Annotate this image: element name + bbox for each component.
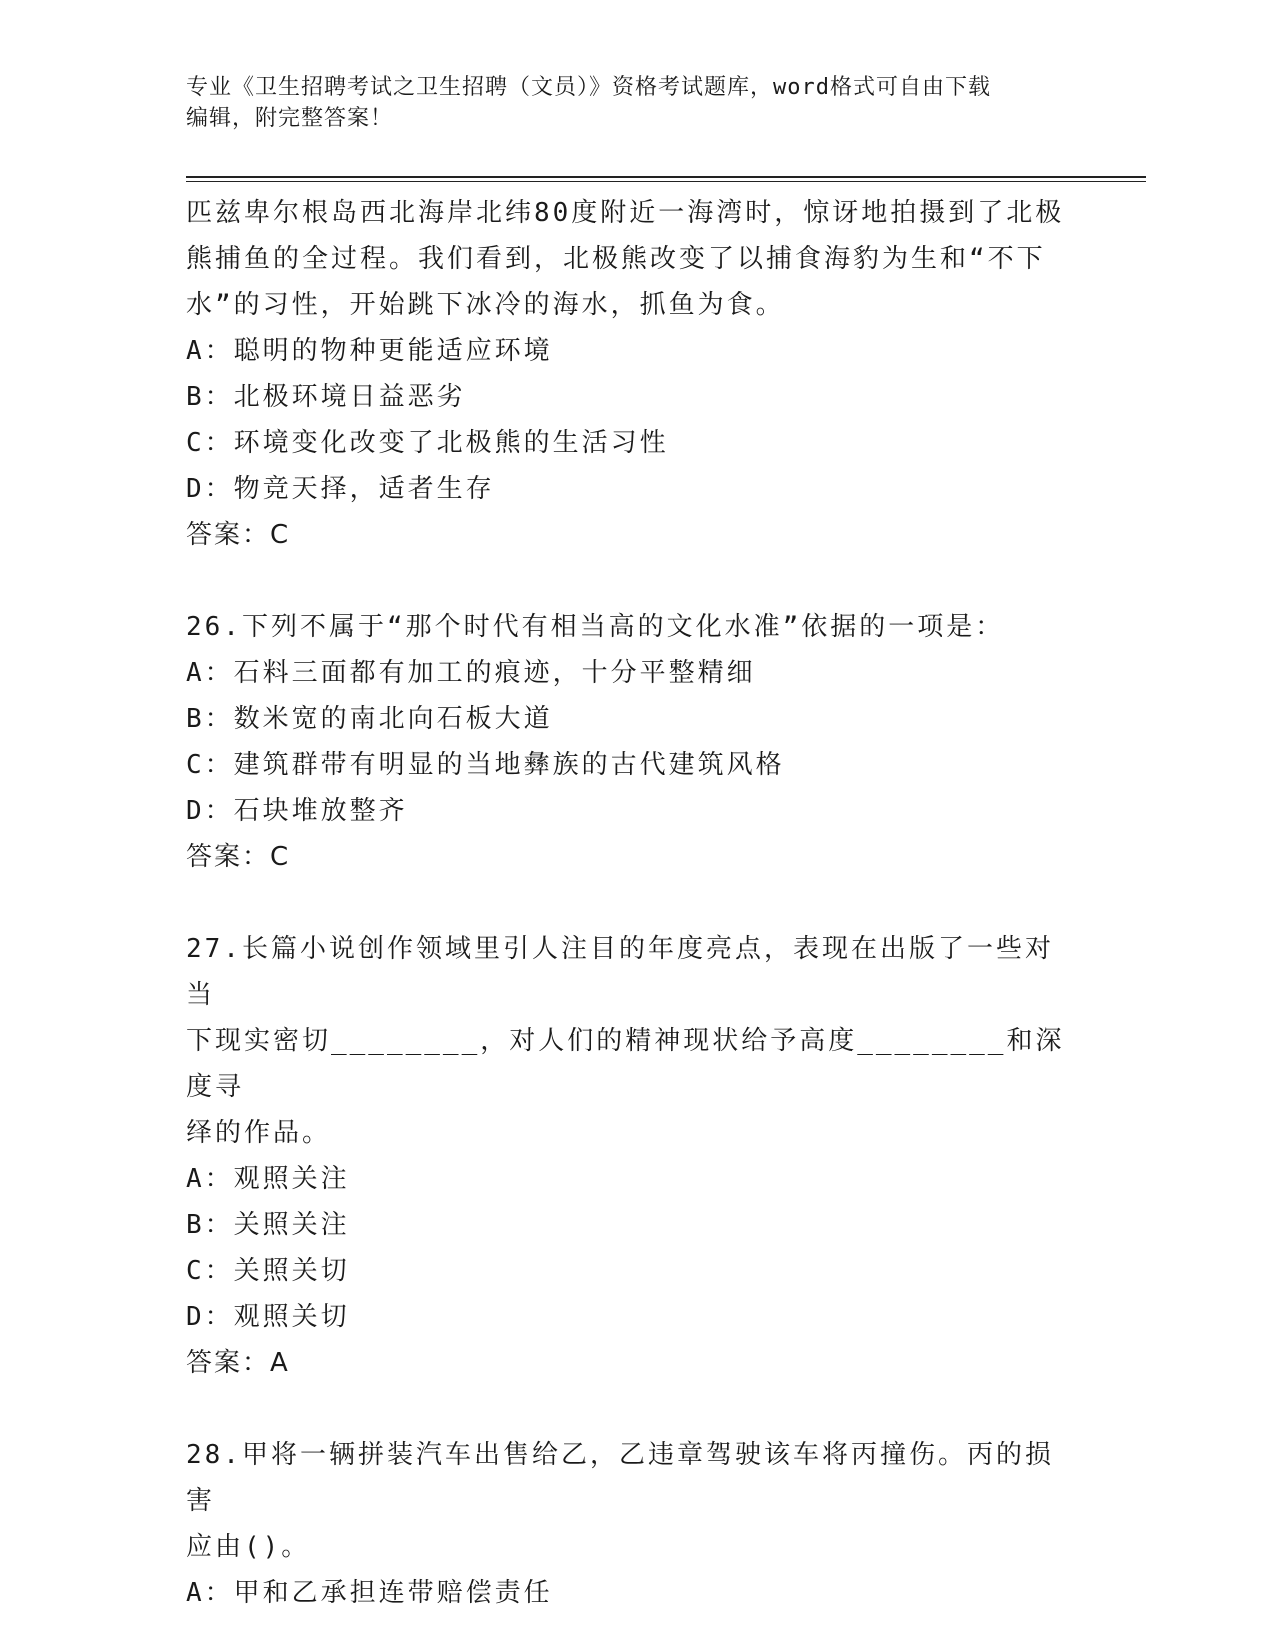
header-line-2: 编辑，附完整答案！ xyxy=(186,106,394,131)
question-25-option-a: A：聪明的物种更能适应环境 xyxy=(186,336,553,366)
question-27-option-a: A：观照关注 xyxy=(186,1164,350,1194)
header-line-1: 专业《卫生招聘考试之卫生招聘（文员）》资格考试题库，word格式可自由下载 xyxy=(186,75,991,100)
question-26 xyxy=(186,604,1066,880)
page-header xyxy=(186,72,1066,134)
question-26-option-b: B：数米宽的南北向石板大道 xyxy=(186,704,553,734)
question-25-option-c: C：环境变化改变了北极熊的生活习性 xyxy=(186,428,669,458)
question-27-text-line-3: 绎的作品。 xyxy=(186,1118,332,1148)
question-27-text-line-1: 27.长篇小说创作领域里引人注目的年度亮点，表现在出版了一些对当 xyxy=(186,934,1054,1010)
question-28-text-line-2: 应由()。 xyxy=(186,1532,311,1562)
question-25-text-line-2: 熊捕鱼的全过程。我们看到，北极熊改变了以捕食海豹为生和“不下 xyxy=(186,244,1046,274)
question-28-text-line-1: 28.甲将一辆拼装汽车出售给乙，乙违章驾驶该车将丙撞伤。丙的损害 xyxy=(186,1440,1054,1516)
question-28-option-a: A：甲和乙承担连带赔偿责任 xyxy=(186,1578,553,1608)
spacer xyxy=(186,558,1066,604)
question-26-option-a: A：石料三面都有加工的痕迹，十分平整精细 xyxy=(186,658,756,688)
question-27-text-line-2: 下现实密切________，对人们的精神现状给予高度________和深度寻 xyxy=(186,1026,1065,1102)
question-28 xyxy=(186,1432,1066,1616)
question-list xyxy=(186,190,1066,1616)
spacer xyxy=(186,880,1066,926)
question-26-option-c: C：建筑群带有明显的当地彝族的古代建筑风格 xyxy=(186,750,785,780)
question-25-text-line-3: 水”的习性，开始跳下冰冷的海水，抓鱼为食。 xyxy=(186,290,785,320)
question-26-answer: 答案：C xyxy=(186,842,291,872)
question-27 xyxy=(186,926,1066,1386)
question-25 xyxy=(186,190,1066,558)
question-27-option-c: C：关照关切 xyxy=(186,1256,350,1286)
question-26-option-d: D：石块堆放整齐 xyxy=(186,796,408,826)
question-27-answer: 答案：A xyxy=(186,1348,290,1378)
question-25-option-b: B：北极环境日益恶劣 xyxy=(186,382,466,412)
question-25-text-line-1: 匹兹卑尔根岛西北海岸北纬80度附近一海湾时，惊讶地拍摄到了北极 xyxy=(186,198,1065,228)
question-25-answer: 答案：C xyxy=(186,520,291,550)
header-divider xyxy=(186,176,1146,182)
spacer xyxy=(186,1386,1066,1432)
question-27-option-b: B：关照关注 xyxy=(186,1210,350,1240)
question-26-text-line-1: 26.下列不属于“那个时代有相当高的文化水准”依据的一项是： xyxy=(186,612,1005,642)
question-25-option-d: D：物竞天择，适者生存 xyxy=(186,474,495,504)
question-27-option-d: D：观照关切 xyxy=(186,1302,350,1332)
